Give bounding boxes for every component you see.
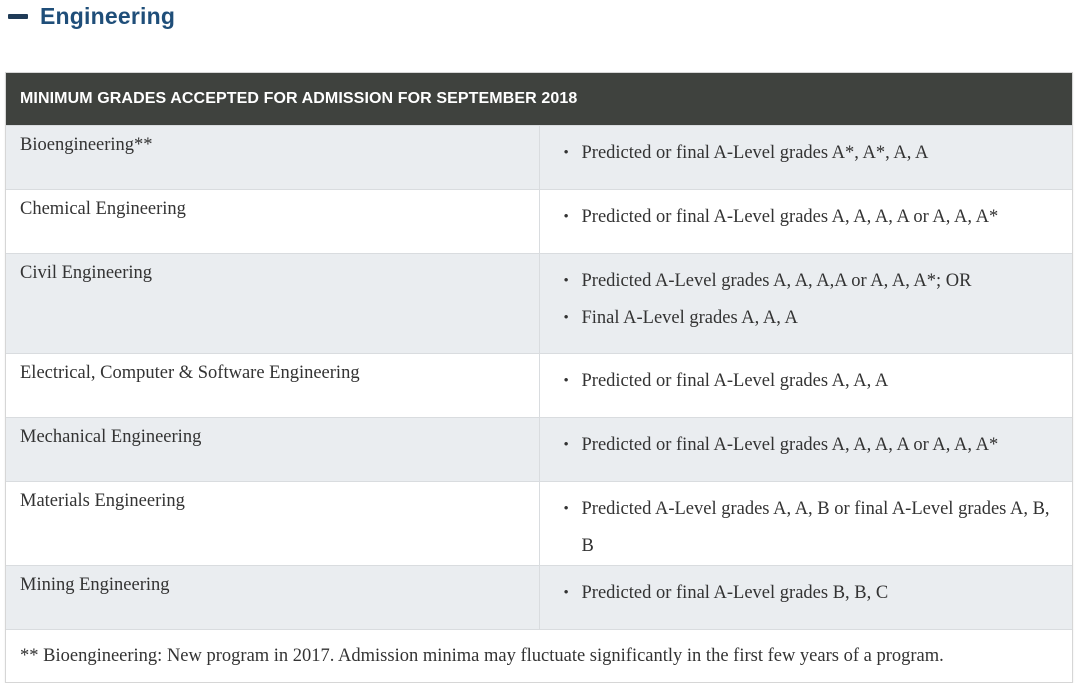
- grade-item: • Predicted A-Level grades A, A, B or final A-Level grades A, B, B: [564, 491, 1059, 565]
- grade-item: • Predicted or final A-Level grades A*, A*, A, A: [564, 135, 1059, 172]
- section-title: Engineering: [40, 2, 176, 29]
- program-name: Mechanical Engineering: [6, 418, 539, 482]
- program-name: Electrical, Computer & Software Engineering: [6, 354, 539, 418]
- table-header: MINIMUM GRADES ACCEPTED FOR ADMISSION FOR SEPTEMBER 2018: [6, 73, 1072, 126]
- grade-item: • Final A-Level grades A, A, A: [564, 300, 1059, 337]
- grade-item: • Predicted or final A-Level grades B, B, C: [564, 575, 1059, 612]
- admission-grades-table: [5, 72, 1073, 683]
- program-name: Bioengineering**: [6, 126, 539, 190]
- grade-requirements: [539, 354, 1072, 418]
- grade-requirements: [539, 254, 1072, 354]
- grade-requirements: [539, 418, 1072, 482]
- grade-requirements: [539, 126, 1072, 190]
- program-name: Mining Engineering: [6, 566, 539, 630]
- table-row: [6, 190, 1072, 254]
- grade-item: • Predicted A-Level grades A, A, A,A or A, A, A*; OR: [564, 263, 1059, 300]
- grade-requirements: [539, 482, 1072, 566]
- table-row: [6, 566, 1072, 630]
- section-header[interactable]: [8, 0, 175, 32]
- program-name: Chemical Engineering: [6, 190, 539, 254]
- grade-requirements: [539, 566, 1072, 630]
- program-name: Civil Engineering: [6, 254, 539, 354]
- table-row: [6, 254, 1072, 354]
- table-row: [6, 418, 1072, 482]
- grade-requirements: [539, 190, 1072, 254]
- table-row: [6, 354, 1072, 418]
- table-footnote: ** Bioengineering: New program in 2017. Admission minima may fluctuate significantly in the first few years of a program.: [6, 630, 1072, 683]
- table-row: [6, 482, 1072, 566]
- minus-icon[interactable]: [8, 14, 28, 19]
- table-row: [6, 126, 1072, 190]
- grade-item: • Predicted or final A-Level grades A, A, A: [564, 363, 1059, 400]
- grade-item: • Predicted or final A-Level grades A, A, A, A or A, A, A*: [564, 427, 1059, 464]
- program-name: Materials Engineering: [6, 482, 539, 566]
- grade-item: • Predicted or final A-Level grades A, A, A, A or A, A, A*: [564, 199, 1059, 236]
